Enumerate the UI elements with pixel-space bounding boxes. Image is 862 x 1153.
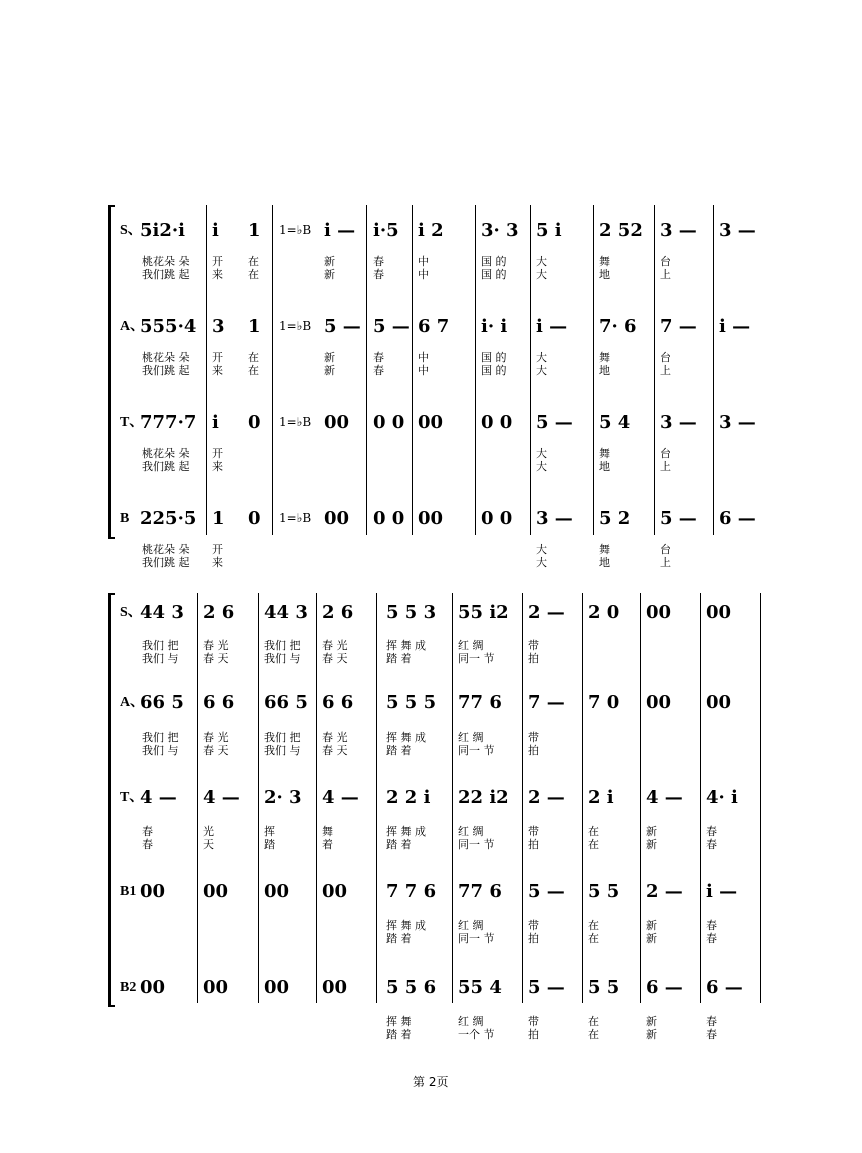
lyric-verse-1: 新 — [324, 351, 335, 364]
jianpu-notes: 2 — — [646, 881, 683, 902]
lyric-verse-2: 大 — [536, 268, 547, 281]
jianpu-notes: 7 — — [660, 316, 697, 337]
jianpu-notes: 225·5 — [140, 508, 197, 529]
lyric-verse-1: 我们 把 — [264, 731, 301, 744]
lyric-verse-1: 挥 舞 成 — [386, 639, 426, 652]
lyric-verse-1: 春 光 — [203, 639, 229, 652]
barline — [316, 593, 317, 1003]
voice-label: S、 — [120, 223, 142, 238]
jianpu-notes: 77 6 — [458, 881, 502, 902]
lyric-verse-1: 挥 舞 成 — [386, 825, 426, 838]
lyric-verse-1: 舞 — [599, 255, 610, 268]
jianpu-notes: 6 7 — [418, 316, 450, 337]
lyric-verse-1: 台 — [660, 351, 671, 364]
lyric-verse-1: 桃花朵 朵 — [142, 255, 190, 268]
lyric-verse-1: 春 — [706, 825, 717, 838]
jianpu-notes: 5 — — [660, 508, 697, 529]
lyric-verse-2: 地 — [599, 556, 610, 569]
jianpu-notes: 1 — [248, 220, 261, 241]
lyric-verse-1: 在 — [588, 1015, 599, 1028]
lyric-verse-2: 新 — [324, 364, 335, 377]
lyric-verse-1: 春 光 — [322, 639, 348, 652]
lyric-verse-2: 我们 与 — [142, 652, 179, 665]
lyric-verse-2: 同一 节 — [458, 652, 495, 665]
lyric-verse-2: 国 的 — [481, 364, 507, 377]
jianpu-notes: 00 — [264, 881, 290, 902]
jianpu-notes: 5 5 — [588, 977, 620, 998]
jianpu-notes: 00 — [322, 977, 348, 998]
jianpu-notes: 22 i2 — [458, 787, 509, 808]
lyric-verse-1: 带 — [528, 1015, 539, 1028]
lyric-verse-2: 上 — [660, 364, 671, 377]
lyric-verse-2: 我们跳 起 — [142, 268, 190, 281]
barline — [582, 593, 583, 1003]
lyric-verse-2: 同一 节 — [458, 744, 495, 757]
jianpu-notes: 5 2 — [599, 508, 631, 529]
lyric-verse-2: 上 — [660, 460, 671, 473]
jianpu-notes: i·5 — [373, 220, 399, 241]
lyric-verse-2: 踏 着 — [386, 744, 412, 757]
lyric-verse-2: 我们跳 起 — [142, 364, 190, 377]
jianpu-notes: 66 5 — [140, 692, 184, 713]
lyric-verse-1: 带 — [528, 825, 539, 838]
lyric-verse-2: 春 天 — [203, 652, 229, 665]
jianpu-notes: i — — [324, 220, 356, 241]
lyric-verse-1: 春 — [706, 919, 717, 932]
key-signature: 1=♭B — [279, 319, 312, 333]
lyric-verse-1: 在 — [588, 825, 599, 838]
lyric-verse-1: 中 — [418, 351, 429, 364]
jianpu-notes: 2 i — [588, 787, 614, 808]
lyric-verse-2: 我们 与 — [264, 744, 301, 757]
lyric-verse-1: 开 — [212, 447, 223, 460]
lyric-verse-2: 上 — [660, 268, 671, 281]
system-bracket — [108, 205, 115, 539]
lyric-verse-1: 红 绸 — [458, 919, 484, 932]
jianpu-notes: 2· 3 — [264, 787, 302, 808]
jianpu-notes: 00 — [418, 508, 444, 529]
jianpu-notes: 5 — — [373, 316, 410, 337]
jianpu-notes: 7 7 6 — [386, 881, 437, 902]
jianpu-notes: 00 — [418, 412, 444, 433]
jianpu-notes: 7 — — [528, 692, 565, 713]
jianpu-notes: 2 6 — [203, 602, 235, 623]
lyric-verse-1: 舞 — [599, 543, 610, 556]
lyric-verse-1: 在 — [248, 351, 259, 364]
barline — [272, 205, 273, 535]
barline — [376, 593, 377, 1003]
lyric-verse-2: 拍 — [528, 652, 539, 665]
lyric-verse-1: 新 — [324, 255, 335, 268]
lyric-verse-1: 带 — [528, 639, 539, 652]
lyric-verse-2: 地 — [599, 364, 610, 377]
jianpu-notes: 2 — — [528, 787, 565, 808]
lyric-verse-2: 我们跳 起 — [142, 556, 190, 569]
lyric-verse-1: 桃花朵 朵 — [142, 447, 190, 460]
jianpu-notes: 3 — — [660, 412, 697, 433]
voice-label: A、 — [120, 319, 145, 334]
lyric-verse-1: 舞 — [599, 447, 610, 460]
jianpu-notes: 5 — — [528, 881, 565, 902]
lyric-verse-1: 国 的 — [481, 351, 507, 364]
lyric-verse-2: 新 — [324, 268, 335, 281]
lyric-verse-1: 大 — [536, 447, 547, 460]
jianpu-notes: 4 — — [322, 787, 359, 808]
lyric-verse-1: 在 — [588, 919, 599, 932]
lyric-verse-2: 踏 — [264, 838, 275, 851]
voice-label: T、 — [120, 415, 144, 430]
jianpu-notes: 0 — [248, 508, 261, 529]
jianpu-notes: 00 — [706, 692, 732, 713]
jianpu-notes: 5 5 6 — [386, 977, 437, 998]
jianpu-notes: 6 — — [646, 977, 683, 998]
lyric-verse-1: 台 — [660, 447, 671, 460]
lyric-verse-1: 红 绸 — [458, 731, 484, 744]
page-number: 第 2页 — [413, 1075, 449, 1089]
lyric-verse-1: 新 — [646, 919, 657, 932]
lyric-verse-2: 在 — [588, 932, 599, 945]
lyric-verse-2: 在 — [588, 1028, 599, 1041]
lyric-verse-1: 新 — [646, 1015, 657, 1028]
jianpu-notes: 777·7 — [140, 412, 197, 433]
lyric-verse-1: 桃花朵 朵 — [142, 543, 190, 556]
barline — [593, 205, 594, 535]
lyric-verse-1: 大 — [536, 255, 547, 268]
lyric-verse-2: 春 — [706, 932, 717, 945]
barline — [713, 205, 714, 535]
jianpu-notes: 00 — [140, 881, 166, 902]
lyric-verse-2: 在 — [248, 364, 259, 377]
jianpu-notes: 5 5 3 — [386, 602, 437, 623]
lyric-verse-2: 我们跳 起 — [142, 460, 190, 473]
lyric-verse-2: 春 — [373, 364, 384, 377]
voice-label: S、 — [120, 605, 142, 620]
lyric-verse-1: 新 — [646, 825, 657, 838]
barline — [366, 205, 367, 535]
jianpu-notes: 00 — [324, 412, 350, 433]
jianpu-notes: 6 6 — [203, 692, 235, 713]
lyric-verse-1: 红 绸 — [458, 1015, 484, 1028]
jianpu-notes: 2 2 i — [386, 787, 431, 808]
lyric-verse-1: 我们 把 — [142, 731, 179, 744]
jianpu-notes: i· i — [481, 316, 508, 337]
jianpu-notes: 1 — [212, 508, 225, 529]
jianpu-notes: 4 — — [646, 787, 683, 808]
jianpu-notes: 3 — — [660, 220, 697, 241]
jianpu-notes: 77 6 — [458, 692, 502, 713]
voice-label: T、 — [120, 790, 144, 805]
jianpu-notes: 0 0 — [373, 412, 405, 433]
lyric-verse-1: 舞 — [322, 825, 333, 838]
lyric-verse-1: 红 绸 — [458, 639, 484, 652]
jianpu-notes: 5 — — [324, 316, 361, 337]
jianpu-notes: 66 5 — [264, 692, 308, 713]
lyric-verse-1: 带 — [528, 919, 539, 932]
lyric-verse-2: 地 — [599, 460, 610, 473]
lyric-verse-2: 拍 — [528, 744, 539, 757]
jianpu-notes: 3 — — [536, 508, 573, 529]
jianpu-notes: 00 — [264, 977, 290, 998]
lyric-verse-2: 春 — [373, 268, 384, 281]
jianpu-notes: 5i2·i — [140, 220, 185, 241]
lyric-verse-1: 我们 把 — [142, 639, 179, 652]
lyric-verse-1: 挥 — [264, 825, 275, 838]
jianpu-notes: 6 — — [719, 508, 756, 529]
lyric-verse-2: 上 — [660, 556, 671, 569]
lyric-verse-2: 来 — [212, 556, 223, 569]
lyric-verse-1: 开 — [212, 543, 223, 556]
jianpu-notes: 00 — [324, 508, 350, 529]
lyric-verse-1: 带 — [528, 731, 539, 744]
jianpu-notes: 55 4 — [458, 977, 502, 998]
lyric-verse-2: 一个 节 — [458, 1028, 495, 1041]
lyric-verse-1: 开 — [212, 255, 223, 268]
lyric-verse-1: 春 — [373, 351, 384, 364]
jianpu-notes: 00 — [706, 602, 732, 623]
lyric-verse-2: 春 天 — [322, 744, 348, 757]
lyric-verse-2: 同一 节 — [458, 932, 495, 945]
lyric-verse-2: 春 — [706, 1028, 717, 1041]
lyric-verse-2: 踏 着 — [386, 932, 412, 945]
lyric-verse-2: 我们 与 — [142, 744, 179, 757]
jianpu-notes: 6 — — [706, 977, 743, 998]
jianpu-notes: 1 — [248, 316, 261, 337]
jianpu-notes: 5 — — [536, 412, 573, 433]
jianpu-notes: 4 — — [140, 787, 177, 808]
lyric-verse-1: 挥 舞 — [386, 1015, 412, 1028]
barline — [258, 593, 259, 1003]
barline — [475, 205, 476, 535]
lyric-verse-1: 大 — [536, 351, 547, 364]
jianpu-notes: 44 3 — [264, 602, 308, 623]
jianpu-notes: 5 i — [536, 220, 562, 241]
lyric-verse-2: 中 — [418, 268, 429, 281]
lyric-verse-2: 来 — [212, 460, 223, 473]
lyric-verse-2: 大 — [536, 460, 547, 473]
jianpu-notes: 5 4 — [599, 412, 631, 433]
lyric-verse-2: 拍 — [528, 1028, 539, 1041]
jianpu-notes: 0 0 — [481, 412, 513, 433]
barline — [760, 593, 761, 1003]
lyric-verse-1: 春 光 — [322, 731, 348, 744]
barline — [412, 205, 413, 535]
jianpu-notes: 3 — — [719, 412, 756, 433]
jianpu-notes: 3· 3 — [481, 220, 519, 241]
lyric-verse-2: 新 — [646, 838, 657, 851]
jianpu-notes: 6 6 — [322, 692, 354, 713]
jianpu-notes: 00 — [646, 692, 672, 713]
lyric-verse-1: 我们 把 — [264, 639, 301, 652]
jianpu-notes: 3 — — [719, 220, 756, 241]
lyric-verse-1: 挥 舞 成 — [386, 919, 426, 932]
jianpu-notes: i — — [536, 316, 568, 337]
lyric-verse-1: 开 — [212, 351, 223, 364]
jianpu-notes: 00 — [203, 881, 229, 902]
jianpu-notes: 555·4 — [140, 316, 197, 337]
lyric-verse-2: 拍 — [528, 838, 539, 851]
voice-label: B1 — [120, 884, 137, 899]
jianpu-notes: 0 0 — [481, 508, 513, 529]
lyric-verse-1: 光 — [203, 825, 214, 838]
lyric-verse-2: 春 — [706, 838, 717, 851]
jianpu-notes: 2 6 — [322, 602, 354, 623]
jianpu-notes: i — — [719, 316, 751, 337]
lyric-verse-1: 在 — [248, 255, 259, 268]
lyric-verse-2: 国 的 — [481, 268, 507, 281]
lyric-verse-2: 大 — [536, 556, 547, 569]
lyric-verse-1: 桃花朵 朵 — [142, 351, 190, 364]
jianpu-notes: i — [212, 412, 219, 433]
lyric-verse-1: 台 — [660, 255, 671, 268]
lyric-verse-2: 大 — [536, 364, 547, 377]
lyric-verse-1: 舞 — [599, 351, 610, 364]
barline — [206, 205, 207, 535]
jianpu-notes: i — [212, 220, 219, 241]
jianpu-notes: 7 0 — [588, 692, 620, 713]
jianpu-notes: i 2 — [418, 220, 444, 241]
lyric-verse-2: 来 — [212, 268, 223, 281]
jianpu-notes: 0 0 — [373, 508, 405, 529]
jianpu-notes: 4 — — [203, 787, 240, 808]
key-signature: 1=♭B — [279, 415, 312, 429]
lyric-verse-2: 在 — [248, 268, 259, 281]
voice-label: A、 — [120, 695, 145, 710]
jianpu-notes: 2 52 — [599, 220, 643, 241]
lyric-verse-1: 中 — [418, 255, 429, 268]
jianpu-notes: 4· i — [706, 787, 738, 808]
barline — [452, 593, 453, 1003]
voice-label: B2 — [120, 980, 137, 995]
jianpu-notes: 7· 6 — [599, 316, 637, 337]
lyric-verse-2: 我们 与 — [264, 652, 301, 665]
lyric-verse-1: 红 绸 — [458, 825, 484, 838]
barline — [700, 593, 701, 1003]
jianpu-notes: i — — [706, 881, 738, 902]
lyric-verse-1: 大 — [536, 543, 547, 556]
jianpu-notes: 00 — [140, 977, 166, 998]
lyric-verse-2: 踏 着 — [386, 838, 412, 851]
jianpu-notes: 3 — [212, 316, 225, 337]
jianpu-notes: 0 — [248, 412, 261, 433]
key-signature: 1=♭B — [279, 511, 312, 525]
lyric-verse-2: 踏 着 — [386, 1028, 412, 1041]
lyric-verse-1: 春 — [706, 1015, 717, 1028]
lyric-verse-2: 地 — [599, 268, 610, 281]
voice-label: B — [120, 511, 130, 526]
lyric-verse-2: 新 — [646, 932, 657, 945]
key-signature: 1=♭B — [279, 223, 312, 237]
jianpu-notes: 44 3 — [140, 602, 184, 623]
lyric-verse-2: 拍 — [528, 932, 539, 945]
barline — [654, 205, 655, 535]
jianpu-notes: 55 i2 — [458, 602, 509, 623]
lyric-verse-2: 春 — [142, 838, 153, 851]
jianpu-notes: 2 0 — [588, 602, 620, 623]
lyric-verse-1: 春 光 — [203, 731, 229, 744]
jianpu-notes: 5 5 5 — [386, 692, 437, 713]
barline — [197, 593, 198, 1003]
lyric-verse-2: 同一 节 — [458, 838, 495, 851]
lyric-verse-1: 春 — [373, 255, 384, 268]
jianpu-notes: 5 5 — [588, 881, 620, 902]
lyric-verse-2: 来 — [212, 364, 223, 377]
barline — [640, 593, 641, 1003]
lyric-verse-2: 新 — [646, 1028, 657, 1041]
jianpu-notes: 2 — — [528, 602, 565, 623]
lyric-verse-2: 天 — [203, 838, 214, 851]
lyric-verse-2: 在 — [588, 838, 599, 851]
lyric-verse-2: 着 — [322, 838, 333, 851]
jianpu-notes: 00 — [646, 602, 672, 623]
lyric-verse-2: 春 天 — [203, 744, 229, 757]
jianpu-notes: 00 — [322, 881, 348, 902]
lyric-verse-1: 春 — [142, 825, 153, 838]
barline — [530, 205, 531, 535]
lyric-verse-2: 踏 着 — [386, 652, 412, 665]
barline — [522, 593, 523, 1003]
lyric-verse-1: 台 — [660, 543, 671, 556]
lyric-verse-1: 国 的 — [481, 255, 507, 268]
system-bracket — [108, 593, 115, 1007]
lyric-verse-2: 中 — [418, 364, 429, 377]
lyric-verse-2: 春 天 — [322, 652, 348, 665]
lyric-verse-1: 挥 舞 成 — [386, 731, 426, 744]
jianpu-notes: 5 — — [528, 977, 565, 998]
jianpu-notes: 00 — [203, 977, 229, 998]
